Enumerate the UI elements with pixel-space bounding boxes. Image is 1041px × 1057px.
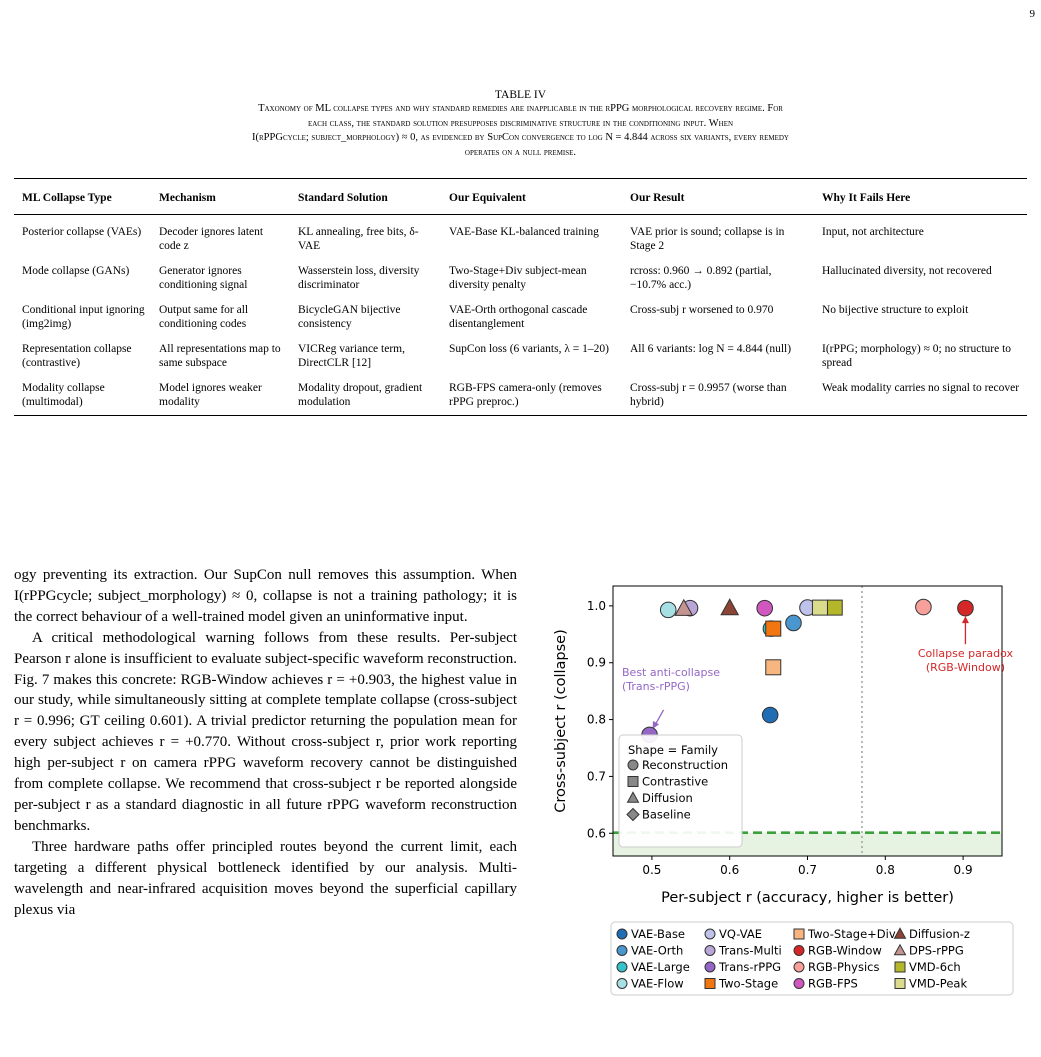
model-legend-marker	[705, 929, 715, 939]
table-caption-line: Taxonomy of ML collapse types and why standard remedies are inapplicable in the rPPG morphological recovery regime. For	[258, 103, 783, 114]
point-marker	[721, 599, 738, 615]
model-legend-marker	[895, 962, 905, 972]
model-legend-label: RGB-FPS	[808, 976, 858, 991]
model-legend-label: RGB-Physics	[808, 960, 880, 974]
data-point-vae-flow	[660, 602, 676, 618]
table-cell: I(rPPG; morphology) ≈ 0; no structure to spread	[822, 343, 1012, 369]
table-cell: Input, not architecture	[822, 226, 924, 238]
header-collapse-type: ML Collapse Type	[22, 192, 112, 204]
y-tick-label: 0.7	[586, 769, 606, 784]
table-cell: rcross: 0.960 → 0.892 (partial, −10.7% acc.)	[630, 265, 772, 291]
data-point-vae-orth	[786, 615, 802, 631]
table-cell: Two-Stage+Div subject-mean diversity penalty	[449, 265, 587, 291]
taxonomy-table-wrap	[14, 178, 1027, 416]
model-legend-label: VAE-Large	[631, 960, 690, 974]
point-marker	[660, 602, 676, 618]
data-point-two-stage-div	[766, 660, 781, 675]
table-row	[14, 256, 1027, 295]
model-legend-label: Two-Stage+Div	[808, 927, 896, 941]
shape-legend-title: Shape = Family	[628, 743, 718, 757]
model-legend-label: VAE-Flow	[631, 976, 684, 991]
page-number: 9	[1029, 8, 1035, 20]
model-legend-marker	[617, 929, 627, 939]
shape-legend-marker	[628, 760, 638, 770]
header-why-it-fails: Why It Fails Here	[822, 192, 911, 204]
y-tick-label: 0.9	[586, 655, 606, 670]
point-marker	[916, 599, 932, 615]
table-cell: KL annealing, free bits, δ-VAE	[298, 226, 419, 252]
table-cell: No bijective structure to exploit	[822, 304, 969, 316]
table-cell: VAE prior is sound; collapse is in Stage 2	[630, 226, 785, 252]
table-cell: All 6 variants: log N = 4.844 (null)	[630, 343, 792, 355]
point-marker	[786, 615, 802, 631]
table-caption-line: operates on a null premise.	[464, 146, 577, 158]
model-legend	[611, 922, 1013, 995]
model-legend-label: Two-Stage	[719, 976, 779, 991]
model-legend-label: VMD-Peak	[909, 976, 968, 991]
model-legend-entry	[895, 960, 961, 974]
model-legend-marker	[794, 946, 804, 956]
y-tick-label: 0.8	[586, 712, 606, 727]
y-tick-label: 0.6	[586, 826, 606, 841]
point-marker	[757, 600, 773, 616]
table-cell: Generator ignores conditioning signal	[159, 265, 248, 291]
annotation-text: (Trans-rPPG)	[622, 679, 690, 693]
table-cell: Model ignores weaker modality	[159, 382, 262, 408]
shape-legend-label: Baseline	[642, 807, 691, 822]
data-point-vmd-peak	[812, 600, 827, 615]
shape-legend-label: Reconstruction	[642, 758, 729, 772]
point-marker	[827, 600, 842, 615]
model-legend-entry	[794, 927, 896, 941]
model-legend-label: VMD-6ch	[909, 960, 961, 974]
y-tick-label: 1.0	[586, 598, 606, 613]
data-point-rgb-window	[958, 600, 974, 616]
body-paragraph: A critical methodological warning follows from these results. Per-subject Pearson r alone is insufficient to evaluate subject-specific waveform reconstruction. Fig. 7 makes this concrete: RGB-Window achieves r = +0.903, the highest value in our study, while simultaneously sitting at complete template collapse (cross-subject r = 0.996; GT ceiling 0.601). A trivial predictor returning the population mean for every subject achieves r = +0.770. Without cross-subject r, prior work reporting high per-subject r on camera rPPG waveform recovery cannot be distinguished from complete collapse. We recommend that cross-subject r be reported alongside per-subject r as a standard diagnostic in all future rPPG waveform reconstruction benchmarks.	[14, 629, 517, 834]
table-caption	[14, 88, 1027, 160]
model-legend-marker	[617, 946, 627, 956]
header-mechanism: Mechanism	[159, 192, 216, 204]
table-row	[14, 295, 1027, 334]
model-legend-marker	[895, 979, 905, 989]
x-tick-label: 0.5	[642, 863, 662, 877]
collapse-scatter-figure	[542, 580, 1026, 1025]
table-cell: SupCon loss (6 variants, λ = 1–20)	[449, 343, 609, 355]
table-cell: Hallucinated diversity, not recovered	[822, 265, 992, 277]
table-cell: Output same for all conditioning codes	[159, 304, 249, 330]
model-legend-marker	[794, 962, 804, 972]
model-legend-label: DPS-rPPG	[909, 943, 964, 958]
table-cell: Modality dropout, gradient modulation	[298, 382, 423, 408]
annotation-text: Best anti-collapse	[622, 665, 721, 679]
model-legend-label: RGB-Window	[808, 943, 882, 958]
point-marker	[766, 621, 781, 636]
data-point-two-stage	[766, 621, 781, 636]
point-marker	[812, 600, 827, 615]
model-legend-marker	[794, 979, 804, 989]
table-row	[14, 215, 1027, 257]
point-marker	[762, 707, 778, 723]
model-legend-marker	[794, 929, 804, 939]
model-legend-marker	[617, 962, 627, 972]
table-row	[14, 373, 1027, 416]
table-cell: Posterior collapse (VAEs)	[22, 226, 142, 238]
table-cell: VAE-Orth orthogonal cascade disentanglement	[449, 304, 588, 330]
data-point-diffusion-z	[721, 599, 738, 615]
table-label: TABLE IV	[494, 89, 547, 101]
table-cell: Weak modality carries no signal to recover	[822, 382, 1020, 394]
data-point-vae-base	[762, 707, 778, 723]
model-legend-label: VQ-VAE	[719, 927, 762, 941]
table-header-row	[14, 179, 1027, 215]
data-point-rgb-physics	[916, 599, 932, 615]
table-cell: Cross-subj r = 0.9957 (worse than hybrid)	[630, 382, 787, 408]
shape-legend-marker	[628, 777, 638, 787]
shape-legend	[619, 735, 742, 847]
collapse-scatter-chart	[542, 580, 1026, 1025]
annotation-arrowhead	[962, 616, 969, 623]
shape-legend-label: Diffusion	[642, 791, 693, 805]
body-text	[14, 565, 517, 920]
shape-legend-label: Contrastive	[642, 774, 709, 789]
model-legend-entry	[794, 944, 882, 958]
point-marker	[958, 600, 974, 616]
model-legend-marker	[705, 962, 715, 972]
model-legend-marker	[705, 979, 715, 989]
model-legend-label: Diffusion-z	[909, 927, 970, 941]
table-cell: Conditional input ignoring (img2img)	[22, 304, 145, 330]
x-axis-label: Per-subject r (accuracy, higher is better)	[661, 890, 954, 906]
body-paragraph: ogy preventing its extraction. Our SupCon null removes this assumption. When I(rPPGcycle; subject_morphology) ≈ 0, collapse is not a training pathology; it is the correct behaviour of a well-trained model given an uninformative input.	[14, 567, 517, 625]
table-cell: Representation collapse (contrastive)	[22, 343, 132, 369]
taxonomy-table	[14, 178, 1027, 416]
header-standard-solution: Standard Solution	[298, 192, 388, 204]
header-our-result: Our Result	[630, 192, 685, 204]
data-point-vmd-6ch	[827, 600, 842, 615]
x-tick-label: 0.6	[720, 863, 740, 877]
table-cell: VICReg variance term, DirectCLR [12]	[298, 343, 405, 369]
table-cell: Cross-subj r worsened to 0.970	[630, 304, 774, 316]
annotation-text: (RGB-Window)	[925, 661, 1006, 675]
table-caption-line: I(rPPGcycle; subject_morphology) ≈ 0, as evidenced by SupCon convergence to log N = 4.844 across six variants, every remedy	[252, 132, 789, 143]
model-legend-label: Trans-rPPG	[719, 960, 782, 974]
body-paragraph: Three hardware paths offer principled routes beyond the current limit, each targeting a different physical bottleneck identified by our analysis. Multi-wavelength and near-infrared acquisition moves beyond the superficial capillary plexus via	[14, 838, 517, 918]
model-legend-label: VAE-Base	[631, 927, 686, 941]
table-cell: RGB-FPS camera-only (removes rPPG preproc.)	[449, 382, 602, 408]
x-tick-label: 0.9	[953, 863, 973, 877]
header-our-equivalent: Our Equivalent	[449, 192, 526, 204]
table-cell: All representations map to same subspace	[159, 343, 281, 369]
table-row	[14, 334, 1027, 373]
model-legend-marker	[705, 946, 715, 956]
model-legend-label: Trans-Multi	[719, 943, 782, 958]
annotation-text: Collapse paradox	[917, 647, 1013, 661]
y-axis-label: Cross-subject r (collapse)	[553, 629, 569, 813]
table-cell: Mode collapse (GANs)	[22, 265, 130, 277]
data-point-rgb-fps	[757, 600, 773, 616]
x-tick-label: 0.8	[875, 863, 895, 877]
table-cell: Decoder ignores latent code z	[159, 226, 264, 252]
shape-legend-entry	[628, 758, 728, 772]
table-caption-line: each class, the standard solution presupposes discriminative structure in the conditioning input. When	[307, 117, 734, 129]
point-marker	[766, 660, 781, 675]
table-cell: Wasserstein loss, diversity discriminator	[298, 265, 420, 291]
model-legend-label: VAE-Orth	[631, 943, 684, 958]
model-legend-marker	[617, 979, 627, 989]
table-cell: Modality collapse (multimodal)	[22, 382, 105, 408]
x-tick-label: 0.7	[797, 863, 818, 877]
table-cell: BicycleGAN bijective consistency	[298, 304, 401, 330]
table-cell: VAE-Base KL-balanced training	[449, 226, 599, 238]
